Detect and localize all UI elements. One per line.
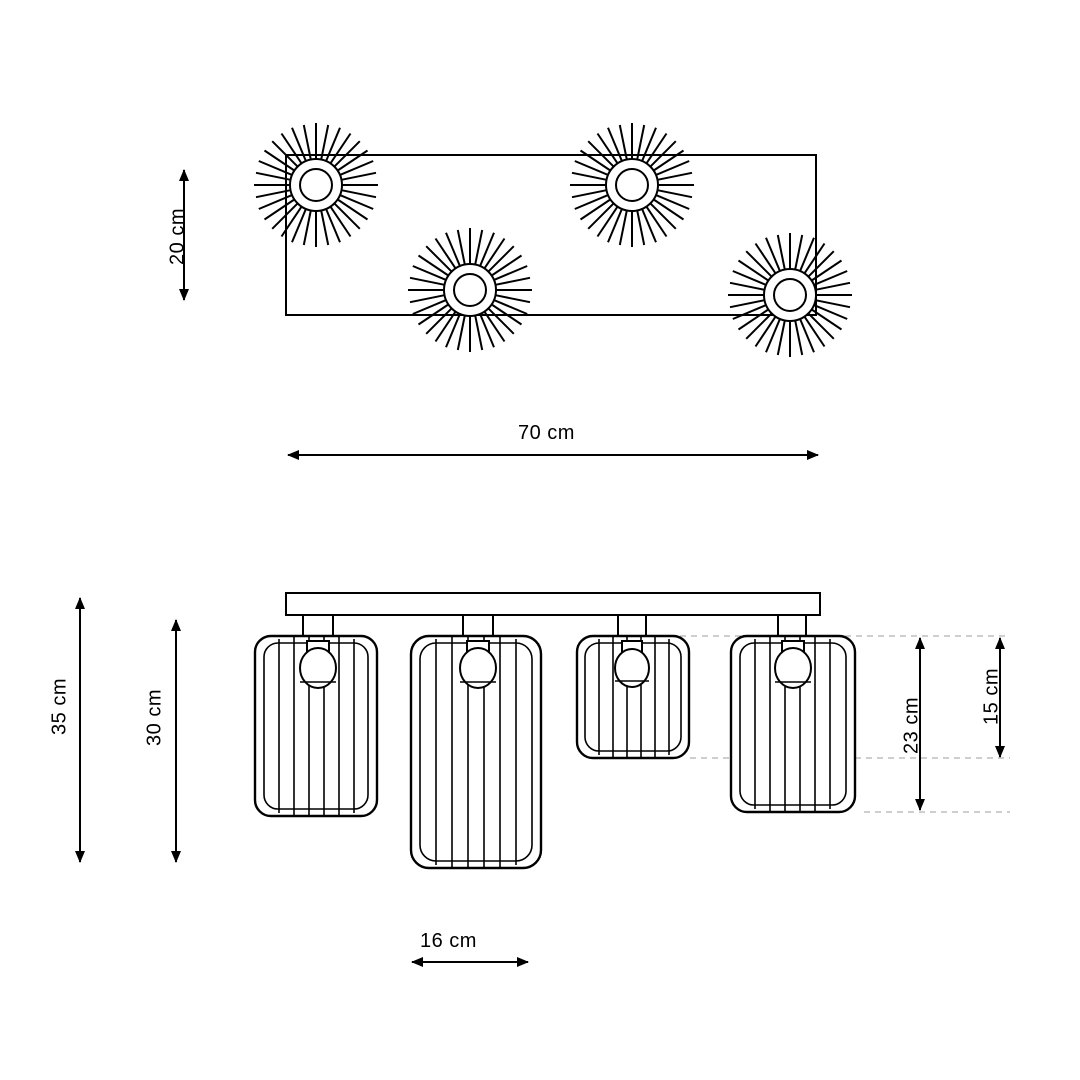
dim-label-15cm: 15 cm [980, 668, 1003, 725]
dim-label-35cm: 35 cm [48, 678, 71, 735]
front-view-ceiling-bar [286, 593, 820, 615]
dim-label-30cm: 30 cm [143, 689, 166, 746]
dim-label-20cm: 20 cm [166, 208, 189, 265]
dim-label-16cm: 16 cm [420, 930, 477, 952]
top-view-shade-2 [570, 123, 694, 247]
top-view-group [184, 123, 852, 455]
top-view-shade-1 [254, 123, 378, 247]
front-view-shade-3 [577, 615, 689, 758]
front-view-group [80, 593, 1010, 962]
dim-label-23cm: 23 cm [900, 697, 923, 754]
front-view-shade-2 [411, 615, 541, 868]
top-view-base-plate [286, 155, 816, 315]
dim-label-70cm: 70 cm [518, 422, 575, 444]
top-view-shade-4 [728, 233, 852, 357]
front-view-shade-4 [731, 615, 855, 812]
top-view-shade-3 [408, 228, 532, 352]
front-view-shade-1 [255, 615, 377, 816]
